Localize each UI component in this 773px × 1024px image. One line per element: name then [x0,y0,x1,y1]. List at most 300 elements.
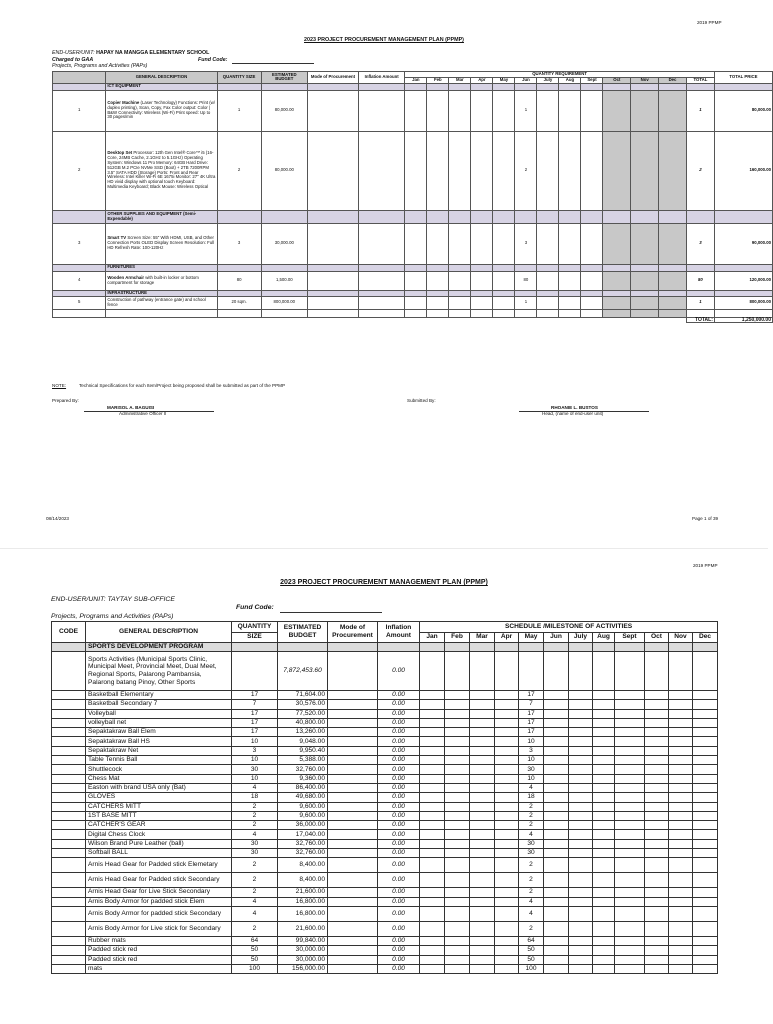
row-code [52,849,86,858]
row-may-qty: 2 [519,802,544,811]
row-quantity: 50 [232,955,278,964]
row-description: Sepaktakraw Ball Elem [86,728,232,737]
table-row [52,955,718,964]
table-row [52,888,718,897]
row-month-cell [495,793,519,802]
row-may-qty: 7 [519,700,544,709]
row-month-cell [693,888,718,897]
item-mode [307,131,358,210]
row-code [52,839,86,848]
row-month-cell [669,839,693,848]
table-row [52,839,718,848]
row-may-qty: 30 [519,765,544,774]
row-month-cell [669,873,693,888]
item-total-qty: 1 [686,296,714,309]
row-code [52,921,86,936]
p1-month-dec: Dec [659,77,687,83]
item-month-cell [493,271,515,290]
row-description: Easton with brand USA only (Bat) [86,783,232,792]
row-month-cell [569,746,593,755]
row-budget: 9,360.00 [278,774,328,783]
table-row [52,756,718,765]
row-month-cell [645,906,669,921]
row-description: Padded stick red [86,955,232,964]
row-quantity: 7 [232,700,278,709]
row-may-qty: 2 [519,858,544,873]
item-row [53,296,773,309]
item-month-cell [427,296,449,309]
row-month-cell [645,821,669,830]
row-inflation: 0.00 [378,821,420,830]
row-month-cell [693,839,718,848]
row-month-cell [544,802,569,811]
row-month-cell [669,765,693,774]
row-month-cell [420,888,445,897]
row-inflation: 0.00 [378,793,420,802]
row-quantity: 17 [232,728,278,737]
item-row [53,271,773,290]
item-row [53,90,773,131]
row-month-cell [693,765,718,774]
item-month-cell [659,131,687,210]
row-month-cell [569,811,593,820]
item-month-cell [603,296,631,309]
p2-month-oct: Oct [645,632,669,643]
row-code [52,746,86,755]
row-month-cell [420,821,445,830]
row-month-cell [593,746,615,755]
row-month-cell [470,746,495,755]
item-description [106,223,217,264]
row-mode [328,718,378,727]
table-row [52,849,718,858]
row-month-cell [569,858,593,873]
row-month-cell [593,897,615,906]
table-row [52,873,718,888]
item-inflation [358,271,404,290]
item-month-cell [631,131,659,210]
row-month-cell [569,802,593,811]
table-row [52,802,718,811]
row-month-cell [645,873,669,888]
col-total-price: TOTAL PRICE [714,72,772,84]
row-code [52,783,86,792]
row-budget: 16,800.00 [278,906,328,921]
row-month-cell [693,718,718,727]
item-month-cell [449,271,471,290]
row-budget: 16,800.00 [278,897,328,906]
row-month-cell [593,906,615,921]
row-mode [328,746,378,755]
row-month-cell [615,946,645,955]
row-month-cell [495,756,519,765]
row-month-cell [593,691,615,700]
row-month-cell [470,888,495,897]
row-month-cell [669,728,693,737]
row-month-cell [569,691,593,700]
procurement-table-page2 [51,621,718,974]
fund-code-label: Fund Code: [198,57,228,63]
empty-row [53,309,773,317]
item-budget: 1,500.00 [261,271,307,290]
row-month-cell [470,783,495,792]
row-budget: 77,520.00 [278,709,328,718]
p2-month-aug: Aug [593,632,615,643]
page1-title: 2023 PROJECT PROCUREMENT MANAGEMENT PLAN (PPMP) [304,37,464,43]
row-month-cell [693,802,718,811]
row-month-cell [544,839,569,848]
p1-month-apr: Apr [471,77,493,83]
item-description [106,131,217,210]
item-mode [307,90,358,131]
row-month-cell [693,936,718,945]
item-month-cell [559,271,581,290]
note-text: Technical Specifications for each Item/Project being proposed shall be submitted as part of the PPMP [79,383,286,388]
row-month-cell [420,906,445,921]
row-inflation: 0.00 [378,811,420,820]
note-label: NOTE: [52,383,67,388]
row-code [52,964,86,973]
p2-month-dec: Dec [693,632,718,643]
row-month-cell [645,765,669,774]
row-month-cell [445,873,470,888]
row-may-qty: 2 [519,821,544,830]
row-month-cell [420,849,445,858]
program-label: SPORTS DEVELOPMENT PROGRAM [86,643,232,652]
row-month-cell [615,849,645,858]
row-may-qty: 17 [519,728,544,737]
item-month-cell [631,90,659,131]
row-month-cell [495,830,519,839]
item-total-qty: 80 [686,271,714,290]
row-month-cell [615,921,645,936]
row-month-cell [593,793,615,802]
row-month-cell [669,709,693,718]
row-month-cell [544,888,569,897]
row-month-cell [569,897,593,906]
row-inflation: 0.00 [378,936,420,945]
row-month-cell [544,849,569,858]
row-month-cell [445,921,470,936]
row-code [52,858,86,873]
row-month-cell [495,936,519,945]
p2-month-sept: Sept [615,632,645,643]
row-month-cell [470,793,495,802]
row-month-cell [645,946,669,955]
row-quantity: 10 [232,774,278,783]
row-may-qty: 30 [519,839,544,848]
row-month-cell [615,830,645,839]
item-quantity: 1 [217,90,261,131]
row-month-cell [495,858,519,873]
row-quantity: 30 [232,839,278,848]
row-budget: 71,604.00 [278,691,328,700]
row-month-cell [645,774,669,783]
row-description: Basketball Secondary 7 [86,700,232,709]
category-other [53,210,773,223]
row-inflation: 0.00 [378,691,420,700]
p2-month-may: May [519,632,544,643]
row-may-qty: 2 [519,873,544,888]
row-month-cell [470,765,495,774]
row-month-cell [645,921,669,936]
p2-month-mar: Mar [470,632,495,643]
row-month-cell [495,783,519,792]
row-month-cell [470,802,495,811]
row-month-cell [669,946,693,955]
col-code [53,72,106,84]
row-budget: 9,600.00 [278,802,328,811]
p1-month-jun: Jun [515,77,537,83]
row-description: 1ST BASE MITT [86,811,232,820]
item-month-cell [559,223,581,264]
row-description: Sepaktakraw Net [86,746,232,755]
row-quantity: 100 [232,964,278,973]
row-code [52,830,86,839]
row-mode [328,811,378,820]
row-month-cell [495,802,519,811]
item-month-cell [471,271,493,290]
row-budget: 13,260.00 [278,728,328,737]
row-month-cell [593,765,615,774]
table-row [52,737,718,746]
item-code: 2 [53,131,106,210]
row-month-cell [420,691,445,700]
row-may-qty: 4 [519,830,544,839]
item-inflation [358,131,404,210]
row-description: CATCHERS MITT [86,802,232,811]
row-month-cell [445,774,470,783]
row-month-cell [495,728,519,737]
row-month-cell [544,946,569,955]
row-month-cell [470,849,495,858]
row-month-cell [693,858,718,873]
row-month-cell [445,821,470,830]
item-month-cell [537,131,559,210]
row-may-qty: 4 [519,897,544,906]
row-month-cell [669,955,693,964]
item-month-cell [581,90,603,131]
row-month-cell [495,955,519,964]
row-month-cell [544,811,569,820]
row-month-cell [470,718,495,727]
row-month-cell [420,955,445,964]
row-month-cell [495,897,519,906]
table-row [52,700,718,709]
row-description: Table Tennis Ball [86,756,232,765]
row-month-cell [615,737,645,746]
row-month-cell [544,936,569,945]
item-month-cell [427,90,449,131]
row-month-cell [495,765,519,774]
row-mode [328,783,378,792]
procurement-table-page1 [52,71,773,323]
row-month-cell [693,746,718,755]
row-budget: 30,576.00 [278,700,328,709]
item-total-qty: 1 [686,90,714,131]
row-month-cell [544,955,569,964]
row-may-qty: 10 [519,756,544,765]
row-month-cell [615,955,645,964]
row-inflation: 0.00 [378,964,420,973]
row-mode [328,888,378,897]
row-month-cell [593,955,615,964]
row-month-cell [693,700,718,709]
table-row [52,765,718,774]
p1-month-mar: Mar [449,77,471,83]
row-inflation: 0.00 [378,906,420,921]
row-inflation: 0.00 [378,955,420,964]
row-month-cell [615,756,645,765]
row-mode [328,709,378,718]
row-description: Digital Chess Clock [86,830,232,839]
row-description: Rubber mats [86,936,232,945]
row-description: Softball BALL [86,849,232,858]
row-month-cell [615,873,645,888]
item-jun-qty: 3 [515,223,537,264]
row-code [52,691,86,700]
row-month-cell [495,906,519,921]
row-month-cell [445,718,470,727]
row-quantity: 2 [232,888,278,897]
row-month-cell [693,830,718,839]
row-month-cell [445,765,470,774]
row-budget: 86,400.00 [278,783,328,792]
row-code [52,774,86,783]
item-total-price: 800,000.00 [714,296,772,309]
item-month-cell [405,296,427,309]
item-month-cell [603,90,631,131]
item-title: Wooden Armchair [107,274,145,280]
row-inflation: 0.00 [378,774,420,783]
row-quantity: 2 [232,873,278,888]
row-may-qty: 3 [519,746,544,755]
row-month-cell [544,858,569,873]
fund-code-line [232,63,314,64]
category-ict-label: ICT EQUIPMENT [106,83,217,90]
row-month-cell [470,921,495,936]
item-month-cell [631,271,659,290]
row-month-cell [593,700,615,709]
page2-corner-label: 2019 PPMP [693,563,718,568]
row-budget: 99,840.00 [278,936,328,945]
row-month-cell [470,774,495,783]
row-quantity: 30 [232,849,278,858]
row-may-qty: 4 [519,906,544,921]
page2-end-user: END-USER/UNIT: TAYTAY SUB-OFFICE [51,596,175,603]
row-month-cell [593,936,615,945]
row-mode [328,955,378,964]
row-month-cell [569,921,593,936]
row-month-cell [544,756,569,765]
row-mode [328,793,378,802]
row-month-cell [445,811,470,820]
item-mode [307,223,358,264]
item-code: 5 [53,296,106,309]
row-month-cell [544,746,569,755]
p2-month-jun: Jun [544,632,569,643]
row-month-cell [693,821,718,830]
p2-month-feb: Feb [445,632,470,643]
row-may-qty: 2 [519,888,544,897]
item-month-cell [537,90,559,131]
row-month-cell [693,783,718,792]
row-month-cell [693,906,718,921]
row-month-cell [693,811,718,820]
row-description: Basketball Elementary [86,691,232,700]
row-code [52,888,86,897]
item-month-cell [659,296,687,309]
row-description: Arnis Body Armor for Live stick for Secondary [86,921,232,936]
item-mode [307,296,358,309]
row-budget: 21,600.00 [278,888,328,897]
row-mode [328,921,378,936]
row-month-cell [693,774,718,783]
item-month-cell [405,131,427,210]
row-quantity: 2 [232,811,278,820]
row-mode [328,774,378,783]
row-month-cell [470,946,495,955]
row-month-cell [544,737,569,746]
item-month-cell [449,90,471,131]
item-total-price: 90,000.00 [714,223,772,264]
row-month-cell [445,802,470,811]
row-month-cell [593,921,615,936]
row-month-cell [615,691,645,700]
row-month-cell [593,858,615,873]
item-code: 1 [53,90,106,131]
row-inflation: 0.00 [378,921,420,936]
total-label: TOTAL: [686,317,714,323]
item-quantity: 80 [217,271,261,290]
p2-col-schedule: SCHEDULE /MILESTONE OF ACTIVITIES [420,622,718,633]
row-month-cell [645,849,669,858]
row-month-cell [495,691,519,700]
row-month-cell [693,873,718,888]
row-month-cell [445,839,470,848]
row-month-cell [470,700,495,709]
row-budget: 30,000.00 [278,955,328,964]
row-month-cell [495,849,519,858]
item-row [53,131,773,210]
row-inflation: 0.00 [378,718,420,727]
item-total-qty: 2 [686,131,714,210]
row-inflation: 0.00 [378,746,420,755]
row-inflation: 0.00 [378,737,420,746]
p2-col-size: SIZE [232,632,278,643]
row-month-cell [615,897,645,906]
grand-total: 1,250,000.00 [714,317,772,323]
intro-inflation: 0.00 [378,652,420,691]
row-month-cell [445,709,470,718]
submitter-name: RHOANIE L. BUSTOS [551,405,598,410]
row-quantity: 4 [232,906,278,921]
row-may-qty: 17 [519,691,544,700]
row-month-cell [544,830,569,839]
row-month-cell [593,946,615,955]
table-row [52,830,718,839]
row-budget: 32,760.00 [278,839,328,848]
item-title: Desktop Set [107,150,133,156]
row-month-cell [544,765,569,774]
row-month-cell [669,906,693,921]
row-month-cell [669,691,693,700]
item-code: 4 [53,271,106,290]
row-mode [328,765,378,774]
row-month-cell [544,964,569,973]
row-month-cell [420,783,445,792]
p2-month-apr: Apr [495,632,519,643]
